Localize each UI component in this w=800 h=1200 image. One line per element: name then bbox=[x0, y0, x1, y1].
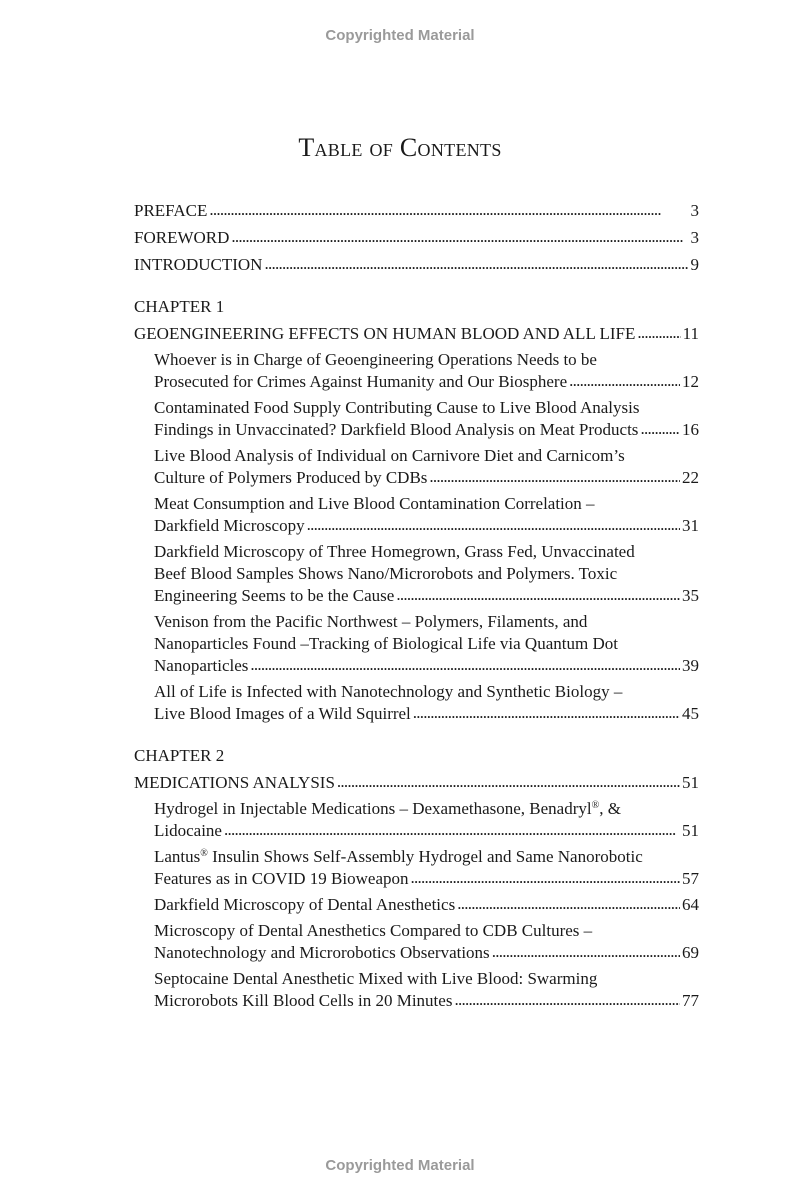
dot-leader bbox=[396, 584, 680, 606]
toc-entry-introduction[interactable] bbox=[134, 254, 699, 276]
dot-leader bbox=[411, 867, 681, 889]
entry-line: Findings in Unvaccinated? Darkfield Blood Analysis on Meat Products bbox=[154, 420, 639, 439]
toc-subentry[interactable] bbox=[154, 445, 699, 489]
registered-mark: ® bbox=[200, 848, 208, 859]
page-number: 57 bbox=[682, 869, 699, 888]
page-number: 9 bbox=[690, 255, 699, 274]
page-number: 3 bbox=[690, 201, 699, 220]
registered-mark: ® bbox=[591, 800, 600, 811]
page-number: 77 bbox=[682, 991, 699, 1010]
dot-leader bbox=[264, 253, 688, 275]
dot-leader bbox=[250, 654, 680, 676]
page-number: 3 bbox=[690, 228, 699, 247]
dot-leader bbox=[209, 199, 688, 221]
page-number: 69 bbox=[682, 943, 699, 962]
entry-line: Septocaine Dental Anesthetic Mixed with Live Blood: Swarming bbox=[154, 969, 598, 988]
entry-line: Live Blood Images of a Wild Squirrel bbox=[154, 704, 411, 723]
page-number: 22 bbox=[682, 468, 699, 487]
toc-entry-foreword[interactable] bbox=[134, 227, 699, 249]
page-number: 39 bbox=[682, 656, 699, 675]
page-number: 11 bbox=[682, 324, 699, 343]
dot-leader bbox=[231, 226, 688, 248]
entry-line: Whoever is in Charge of Geoengineering Operations Needs to be bbox=[154, 350, 597, 369]
entry-line: Microrobots Kill Blood Cells in 20 Minutes bbox=[154, 991, 453, 1010]
dot-leader bbox=[637, 322, 680, 344]
dot-leader bbox=[457, 893, 680, 915]
page-number: 12 bbox=[682, 372, 699, 391]
copyright-watermark-bottom: Copyrighted Material bbox=[325, 1157, 475, 1174]
entry-line: Beef Blood Samples Shows Nano/Microrobots and Polymers. Toxic bbox=[154, 564, 618, 583]
entry-title: PREFACE bbox=[134, 201, 208, 220]
entry-line: Live Blood Analysis of Individual on Carnivore Diet and Carnicom’s bbox=[154, 446, 625, 465]
page-number: 51 bbox=[682, 773, 699, 792]
entry-line: Venison from the Pacific Northwest – Polymers, Filaments, and bbox=[154, 612, 588, 631]
entry-line: Nanoparticles bbox=[154, 656, 249, 675]
dot-leader bbox=[569, 370, 680, 392]
entry-line: Engineering Seems to be the Cause bbox=[154, 586, 395, 605]
entry-line: Contaminated Food Supply Contributing Cause to Live Blood Analysis bbox=[154, 398, 640, 417]
entry-line: Nanotechnology and Microrobotics Observations bbox=[154, 943, 490, 962]
toc-subentry[interactable] bbox=[154, 611, 699, 677]
dot-leader bbox=[429, 466, 680, 488]
toc-subentry[interactable] bbox=[154, 541, 699, 607]
toc-subentry[interactable] bbox=[154, 920, 699, 964]
dot-leader bbox=[492, 941, 680, 963]
page-number: 35 bbox=[682, 586, 699, 605]
toc-subentry[interactable] bbox=[154, 846, 699, 890]
entry-line: Darkfield Microscopy of Dental Anesthetics bbox=[154, 895, 456, 914]
chapter-1-label: CHAPTER 1 bbox=[134, 297, 225, 316]
toc-subentry[interactable] bbox=[154, 968, 699, 1012]
table-of-contents bbox=[134, 200, 699, 1016]
copyright-watermark-top: Copyrighted Material bbox=[325, 27, 475, 44]
toc-subentry[interactable] bbox=[154, 349, 699, 393]
toc-subentry[interactable] bbox=[154, 798, 699, 842]
entry-line: Microscopy of Dental Anesthetics Compared to CDB Cultures – bbox=[154, 921, 593, 940]
entry-title: GEOENGINEERING EFFECTS ON HUMAN BLOOD AND ALL LIFE bbox=[134, 324, 636, 343]
entry-line: Prosecuted for Crimes Against Humanity and Our Biosphere bbox=[154, 372, 568, 391]
page-number: 51 bbox=[682, 821, 699, 840]
chapter-2-label: CHAPTER 2 bbox=[134, 746, 225, 765]
dot-leader bbox=[307, 514, 680, 536]
toc-subentry[interactable] bbox=[154, 681, 699, 725]
entry-line: Meat Consumption and Live Blood Contamination Correlation – bbox=[154, 494, 595, 513]
dot-leader bbox=[413, 702, 680, 724]
chapter-1-heading[interactable] bbox=[134, 323, 699, 345]
toc-entry-preface[interactable] bbox=[134, 200, 699, 222]
dot-leader bbox=[224, 819, 680, 841]
chapter-2-heading[interactable] bbox=[134, 772, 699, 794]
entry-line: Hydrogel in Injectable Medications – Dexamethasone, Benadryl®, & bbox=[154, 799, 621, 818]
page-number: 45 bbox=[682, 704, 699, 723]
entry-title: INTRODUCTION bbox=[134, 255, 263, 274]
toc-subentry[interactable] bbox=[154, 894, 699, 916]
dot-leader bbox=[640, 418, 680, 440]
toc-subentry[interactable] bbox=[154, 397, 699, 441]
entry-line: All of Life is Infected with Nanotechnology and Synthetic Biology – bbox=[154, 682, 623, 701]
entry-title: FOREWORD bbox=[134, 228, 230, 247]
page-number: 31 bbox=[682, 516, 699, 535]
entry-line: Lidocaine bbox=[154, 821, 222, 840]
entry-line: Features as in COVID 19 Bioweapon bbox=[154, 869, 409, 888]
entry-title: MEDICATIONS ANALYSIS bbox=[134, 773, 335, 792]
entry-line: Darkfield Microscopy of Three Homegrown, Grass Fed, Unvaccinated bbox=[154, 542, 635, 561]
entry-line: Lantus® Insulin Shows Self-Assembly Hydrogel and Same Nanorobotic bbox=[154, 847, 643, 866]
entry-line: Nanoparticles Found –Tracking of Biological Life via Quantum Dot bbox=[154, 634, 618, 653]
dot-leader bbox=[454, 989, 680, 1011]
page-number: 16 bbox=[682, 420, 699, 439]
page-number: 64 bbox=[682, 895, 699, 914]
entry-line: Darkfield Microscopy bbox=[154, 516, 305, 535]
page-title: Table of Contents bbox=[298, 133, 502, 162]
entry-line: Culture of Polymers Produced by CDBs bbox=[154, 468, 428, 487]
dot-leader bbox=[337, 771, 680, 793]
toc-subentry[interactable] bbox=[154, 493, 699, 537]
